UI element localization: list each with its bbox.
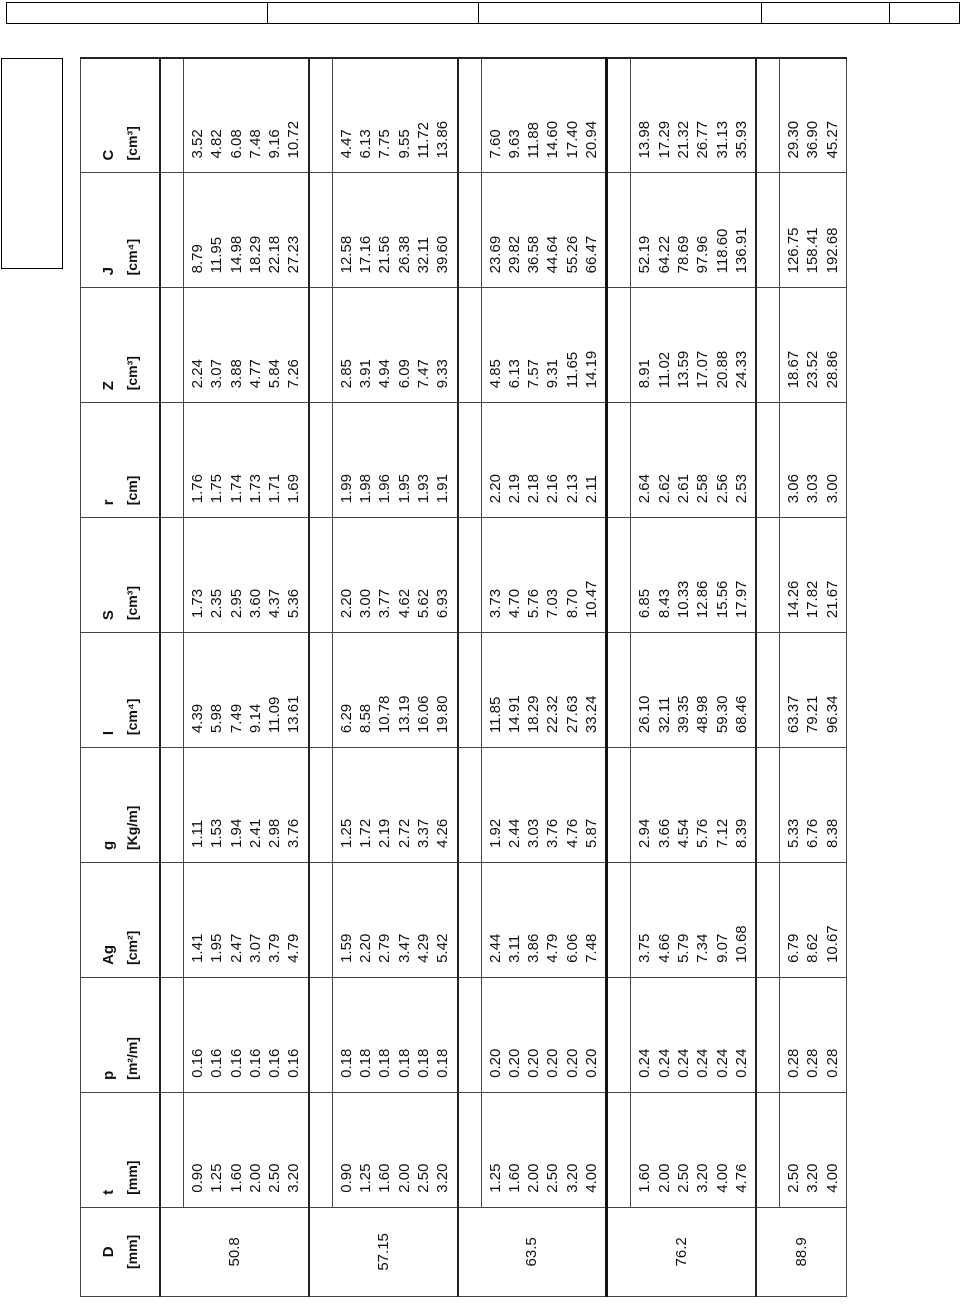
i-cell: 26.10 32.11 39.35 48.98 59.30 68.46 (631, 633, 756, 748)
ag-cell: 3.75 4.66 5.79 7.34 9.07 10.68 (631, 862, 756, 977)
side-box (1, 58, 63, 269)
d-cell: 76.2 (607, 1207, 756, 1296)
tube-properties-table (80, 57, 847, 1297)
p-cell: 0.18 0.18 0.18 0.18 0.18 0.18 (332, 977, 457, 1092)
c-cell: 13.98 17.29 21.32 26.77 31.13 35.93 (631, 58, 756, 173)
i-cell: 4.39 5.98 7.49 9.14 11.09 13.61 (184, 633, 309, 748)
j-cell: 52.19 64.22 78.69 97.96 118.60 136.91 (631, 173, 756, 288)
d-cell: 88.9 (756, 1207, 846, 1296)
r-cell: 2.64 2.62 2.61 2.58 2.56 2.53 (631, 403, 756, 518)
table-row (780, 58, 847, 1297)
p-cell: 0.28 0.28 0.28 (780, 977, 847, 1092)
j-cell: 12.58 17.16 21.56 26.38 32.11 39.60 (332, 173, 457, 288)
table-row (631, 58, 756, 1297)
z-cell: 8.91 11.02 13.59 17.07 20.88 24.33 (631, 288, 756, 403)
p-cell: 0.20 0.20 0.20 0.20 0.20 0.20 (481, 977, 607, 1092)
s-cell: 14.26 17.82 21.67 (780, 518, 847, 633)
col-header-s: S [cm³] (81, 518, 161, 633)
s-cell: 1.73 2.35 2.95 3.60 4.37 5.36 (184, 518, 309, 633)
r-cell: 1.76 1.75 1.74 1.73 1.71 1.69 (184, 403, 309, 518)
i-cell: 11.85 14.91 18.29 22.32 27.63 33.24 (481, 633, 607, 748)
z-cell: 2.24 3.07 3.88 4.77 5.84 7.26 (184, 288, 309, 403)
j-cell: 8.79 11.95 14.98 18.29 22.18 27.23 (184, 173, 309, 288)
header-cell (762, 3, 890, 23)
ag-cell: 1.59 2.20 2.79 3.47 4.29 5.42 (332, 862, 457, 977)
col-header-p: p [m²/m] (81, 977, 161, 1092)
t-cell: 0.90 1.25 1.60 2.00 2.50 3.20 (184, 1092, 309, 1207)
rotated-table-wrapper (80, 57, 934, 1297)
p-cell: 0.24 0.24 0.24 0.24 0.24 0.24 (631, 977, 756, 1092)
ag-cell: 1.41 1.95 2.47 3.07 3.79 4.79 (184, 862, 309, 977)
i-cell: 63.37 79.21 96.34 (780, 633, 847, 748)
table-row (481, 58, 607, 1297)
g-cell: 1.25 1.72 2.19 2.72 3.37 4.26 (332, 748, 457, 863)
col-header-c: C [cm³] (81, 58, 161, 173)
separator-row (756, 58, 780, 1297)
d-cell: 57.15 (309, 1207, 458, 1296)
c-cell: 7.60 9.63 11.88 14.60 17.40 20.94 (481, 58, 607, 173)
ag-cell: 6.79 8.62 10.67 (780, 862, 847, 977)
col-header-z: Z [cm³] (81, 288, 161, 403)
c-cell: 29.30 36.90 45.27 (780, 58, 847, 173)
d-cell: 63.5 (458, 1207, 607, 1296)
d-cell: 50.8 (160, 1207, 309, 1296)
header-cell (268, 3, 479, 23)
t-cell: 0.90 1.25 1.60 2.00 2.50 3.20 (332, 1092, 457, 1207)
t-cell: 2.50 3.20 4.00 (780, 1092, 847, 1207)
g-cell: 2.94 3.66 4.54 5.76 7.12 8.39 (631, 748, 756, 863)
j-cell: 23.69 29.82 36.58 44.64 55.26 66.47 (481, 173, 607, 288)
col-header-d: D [mm] (81, 1207, 161, 1296)
separator-row (309, 58, 333, 1297)
g-cell: 5.33 6.76 8.38 (780, 748, 847, 863)
c-cell: 3.52 4.82 6.08 7.48 9.16 10.72 (184, 58, 309, 173)
separator-row (607, 58, 631, 1297)
table-row (332, 58, 457, 1297)
z-cell: 18.67 23.52 28.86 (780, 288, 847, 403)
col-header-j: J [cm⁴] (81, 173, 161, 288)
col-header-t: t [mm] (81, 1092, 161, 1207)
i-cell: 6.29 8.58 10.78 13.19 16.06 19.80 (332, 633, 457, 748)
z-cell: 2.85 3.91 4.94 6.09 7.47 9.33 (332, 288, 457, 403)
c-cell: 4.47 6.13 7.75 9.55 11.72 13.86 (332, 58, 457, 173)
header-cell (7, 3, 268, 23)
s-cell: 2.20 3.00 3.77 4.62 5.62 6.93 (332, 518, 457, 633)
r-cell: 1.99 1.98 1.96 1.95 1.93 1.91 (332, 403, 457, 518)
col-header-g: g [Kg/m] (81, 748, 161, 863)
header-row (81, 58, 161, 1297)
col-header-i: I [cm⁴] (81, 633, 161, 748)
r-cell: 3.06 3.03 3.00 (780, 403, 847, 518)
p-cell: 0.16 0.16 0.16 0.16 0.16 0.16 (184, 977, 309, 1092)
ag-cell: 2.44 3.11 3.86 4.79 6.06 7.48 (481, 862, 607, 977)
table-row (184, 58, 309, 1297)
s-cell: 3.73 4.70 5.76 7.03 8.70 10.47 (481, 518, 607, 633)
r-cell: 2.20 2.19 2.18 2.16 2.13 2.11 (481, 403, 607, 518)
header-cell (479, 3, 762, 23)
header-cell (890, 3, 959, 23)
j-cell: 126.75 158.41 192.68 (780, 173, 847, 288)
col-header-r: r [cm] (81, 403, 161, 518)
s-cell: 6.85 8.43 10.33 12.86 15.56 17.97 (631, 518, 756, 633)
col-header-ag: Ag [cm²] (81, 862, 161, 977)
separator-row (458, 58, 482, 1297)
g-cell: 1.92 2.44 3.03 3.76 4.76 5.87 (481, 748, 607, 863)
z-cell: 4.85 6.13 7.57 9.31 11.65 14.19 (481, 288, 607, 403)
t-cell: 1.60 2.00 2.50 3.20 4.00 4.76 (631, 1092, 756, 1207)
header-strip (6, 2, 960, 24)
g-cell: 1.11 1.53 1.94 2.41 2.98 3.76 (184, 748, 309, 863)
t-cell: 1.25 1.60 2.00 2.50 3.20 4.00 (481, 1092, 607, 1207)
separator-row (160, 58, 184, 1297)
